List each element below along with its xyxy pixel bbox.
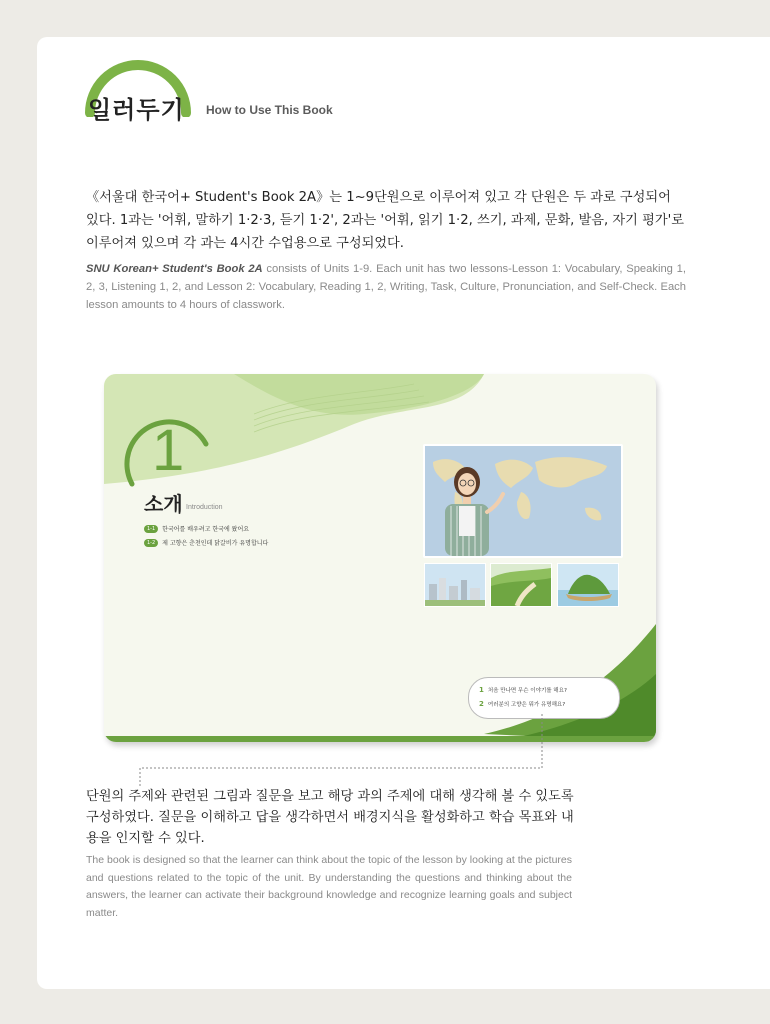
lesson-title: 한국어를 배우려고 한국에 왔어요 [162,526,250,533]
discussion-questions-box [468,677,620,719]
question-item [479,700,565,708]
intro-english-rest: consists of Units 1-9. Each unit has two lessons-Lesson 1: Vocabulary, Speaking 1, 2, 3, Listening 1, 2, and Lesson 2: Vocabulary, Reading 1, 2, Writing, Task, Culture, Pronunciation, and Self-Check. Each lesson amounts to 4 hours of classwork. [86,263,687,311]
lesson-item [144,538,268,547]
countryside-photo-thumbnail [490,563,552,607]
question-number: 1 [479,686,484,694]
intro-english-text [86,260,686,314]
intro-korean-text: 《서울대 한국어+ Student's Book 2A》는 1~9단원으로 이루어져 있고 각 단원은 두 과로 구성되어 있다. 1과는 '어휘, 말하기 1·2·3, 듣기 1·2', 2과는 '어휘, 읽기 1·2, 쓰기, 과제, 문화, 발음, 자기 평가'로 이루어져 있으며 각 과는 4시간 수업용으로 구성되었다. [86,190,684,251]
lesson-tag: 1-1 [144,525,158,533]
island-photo-thumbnail [557,563,619,607]
world-map-illustration [423,444,623,558]
book-title-english: SNU Korean+ Student's Book 2A [86,263,263,275]
unit-subtitle: Introduction [186,504,223,511]
lesson-title: 제 고향은 춘천인데 닭갈비가 유명합니다 [162,540,269,547]
page-subtitle: How to Use This Book [206,103,333,117]
description-korean-text: 단원의 주제와 관련된 그림과 질문을 보고 해당 과의 주제에 대해 생각해 볼 수 있도록 구성하였다. 질문을 이해하고 답을 생각하면서 배경지식을 활성화하고 학습 목표와 내용을 인지할 수 있다. [86,789,574,846]
unit-title: 소개 [144,492,183,516]
question-number: 2 [479,700,484,708]
woman-with-map-illustration [425,446,621,556]
unit-number: 1 [152,418,185,483]
lesson-tag: 1-2 [144,539,158,547]
lesson-item [144,524,249,533]
question-item [479,686,567,694]
city-photo-thumbnail [424,563,486,607]
description-english-text: The book is designed so that the learner can think about the topic of the lesson by looking at the pictures and questions related to the topic of the unit. By understanding the questions and thinking about the answers, the learner can activate their background knowledge and recognize learning goals and subject matter. [86,854,572,919]
sample-unit-spread [104,374,656,742]
callout-leader-line [136,714,548,788]
question-text: 처음 만나면 무슨 이야기를 해요? [487,688,567,694]
question-text: 여러분의 고향은 뭐가 유명해요? [487,702,566,708]
page-title: 일러두기 [88,96,185,124]
